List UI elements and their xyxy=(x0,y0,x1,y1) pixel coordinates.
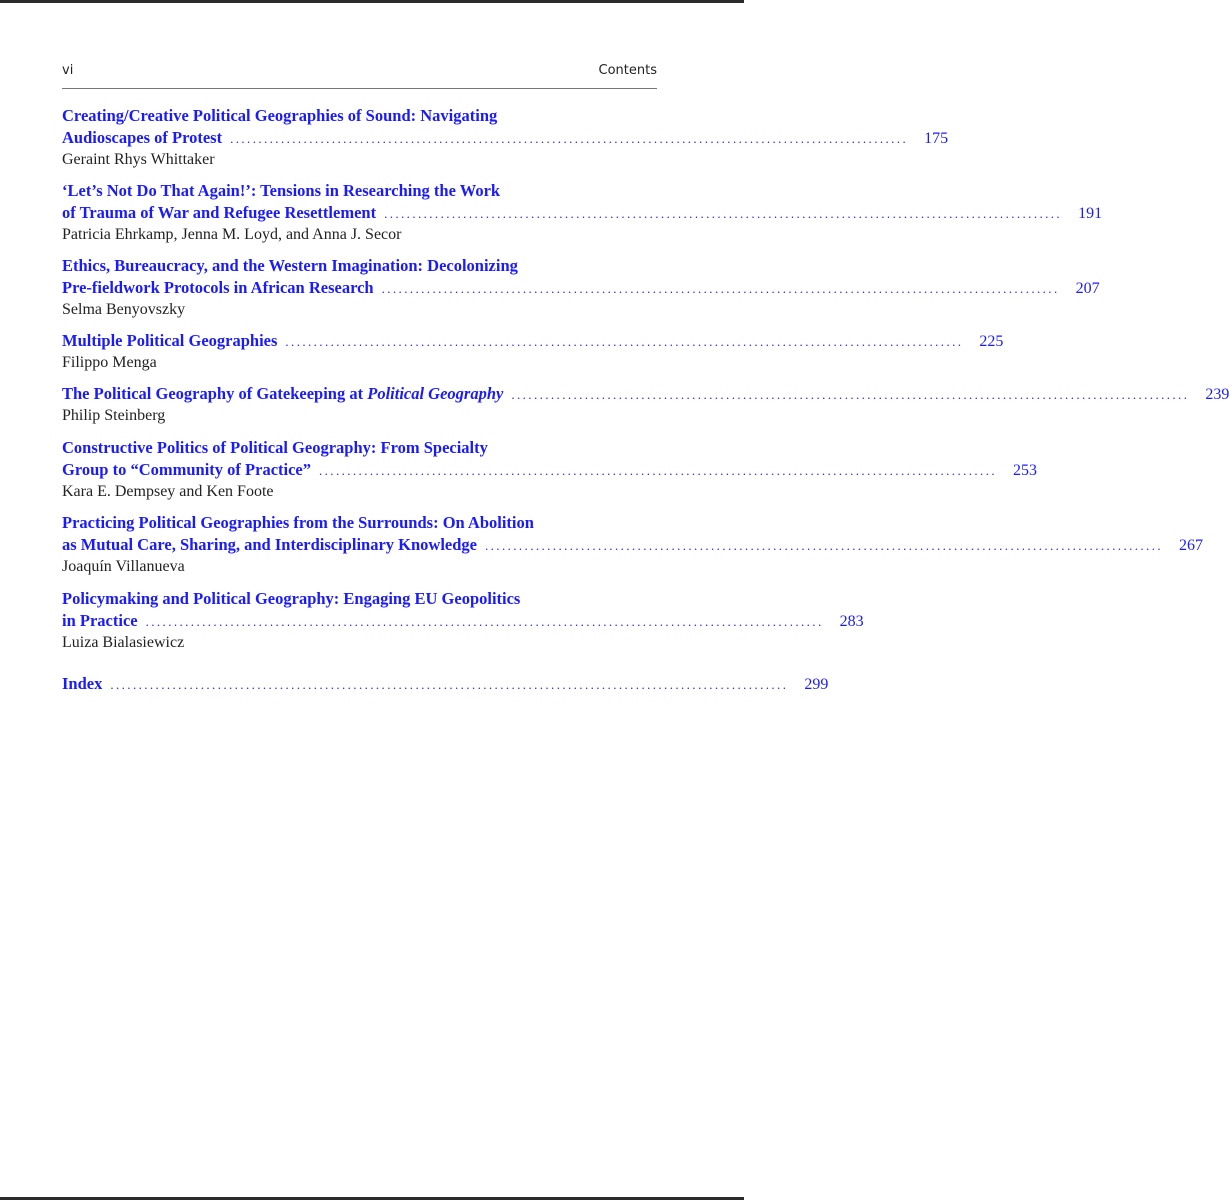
dot-leader: ........................................................................................................................ xyxy=(230,131,909,146)
dot-leader: ........................................................................................................................ xyxy=(285,334,964,349)
toc-entry-authors: Kara E. Dempsey and Ken Foote xyxy=(62,483,274,500)
toc-entry[interactable] xyxy=(62,512,1203,578)
toc-entry[interactable] xyxy=(62,588,864,654)
toc-entry-title-line[interactable]: Constructive Politics of Political Geography: From Specialty xyxy=(62,438,488,457)
toc-entry-title-last-line[interactable] xyxy=(62,534,1203,556)
toc-page-number[interactable]: 253 xyxy=(1013,462,1037,479)
toc-entry-title-line[interactable]: of Trauma of War and Refugee Resettlement xyxy=(62,203,377,222)
toc-page-number[interactable]: 225 xyxy=(979,333,1004,350)
toc-index-entry[interactable] xyxy=(62,673,829,695)
top-frame-line xyxy=(0,0,744,3)
toc-entry-authors: Selma Benyovszky xyxy=(62,301,186,318)
toc-entry-title-line[interactable]: Ethics, Bureaucracy, and the Western Imagination: Decolonizing xyxy=(62,256,518,275)
toc-entry-authors: Philip Steinberg xyxy=(62,407,166,424)
toc-entry-title-last-line[interactable] xyxy=(62,459,1037,481)
toc-page-number[interactable]: 239 xyxy=(1205,386,1229,403)
running-section-title: Contents xyxy=(598,63,657,78)
running-head xyxy=(62,63,657,85)
toc-entry-title-last-line[interactable] xyxy=(62,202,1103,224)
toc-entry-title-line[interactable]: Policymaking and Political Geography: Engaging EU Geopolitics xyxy=(62,589,521,608)
toc-entry-title-line[interactable]: as Mutual Care, Sharing, and Interdisciplinary Knowledge xyxy=(62,535,477,554)
header-rule xyxy=(62,88,657,89)
toc-entry-authors: Luiza Bialasiewicz xyxy=(62,634,185,651)
toc-entry-title-line[interactable]: Creating/Creative Political Geographies of Sound: Navigating xyxy=(62,106,498,125)
toc-page-number[interactable]: 267 xyxy=(1179,537,1203,554)
dot-leader: ........................................................................................................................ xyxy=(511,387,1190,402)
toc-entry-title-line[interactable]: Multiple Political Geographies xyxy=(62,331,278,350)
toc-entry-title-last-line[interactable] xyxy=(62,277,1100,299)
dot-leader: ........................................................................................................................ xyxy=(381,281,1060,296)
toc-page-number[interactable]: 191 xyxy=(1078,205,1103,222)
toc-page-number[interactable]: 299 xyxy=(804,676,829,693)
toc-entry-title-line[interactable] xyxy=(62,383,503,405)
toc-entry[interactable] xyxy=(62,330,1004,374)
page-number: vi xyxy=(62,63,74,78)
toc-entry-title-last-line[interactable] xyxy=(62,383,1229,405)
dot-leader: ........................................................................................................................ xyxy=(384,206,1063,221)
dot-leader: ........................................................................................................................ xyxy=(145,614,824,629)
toc-entry-authors: Joaquín Villanueva xyxy=(62,558,185,575)
toc-entry-title-last-line[interactable] xyxy=(62,330,1004,352)
toc-entry[interactable] xyxy=(62,437,1037,503)
toc-page-number[interactable]: 283 xyxy=(839,613,864,630)
toc-index-line[interactable] xyxy=(62,673,829,695)
toc-entry-title-line[interactable]: Group to “Community of Practice” xyxy=(62,460,311,479)
toc-entry-authors: Filippo Menga xyxy=(62,354,157,371)
index-title[interactable]: Index xyxy=(62,674,103,693)
toc-entry[interactable] xyxy=(62,383,1229,427)
journal-title-italic[interactable]: Political Geography xyxy=(367,384,504,403)
dot-leader: ........................................................................................................................ xyxy=(110,677,789,692)
toc-entry[interactable] xyxy=(62,180,1103,246)
toc-entry-title-last-line[interactable] xyxy=(62,610,864,632)
toc-entry-title-line[interactable]: Pre-fieldwork Protocols in African Research xyxy=(62,278,374,297)
toc-entry[interactable] xyxy=(62,105,949,171)
title-text[interactable]: The Political Geography of Gatekeeping at xyxy=(62,384,368,403)
toc-entry[interactable] xyxy=(62,255,1100,321)
toc-entry-authors: Geraint Rhys Whittaker xyxy=(62,151,215,168)
toc-entry-authors: Patricia Ehrkamp, Jenna M. Loyd, and Anna J. Secor xyxy=(62,226,402,243)
toc-entry-title-line[interactable]: Practicing Political Geographies from the Surrounds: On Abolition xyxy=(62,513,534,532)
toc-entry-title-line[interactable]: in Practice xyxy=(62,611,138,630)
toc-entry-title-line[interactable]: Audioscapes of Protest xyxy=(62,128,223,147)
toc-page-number[interactable]: 175 xyxy=(924,130,949,147)
dot-leader: ........................................................................................................................ xyxy=(485,538,1163,553)
toc-entry-title-last-line[interactable] xyxy=(62,127,949,149)
toc-page-number[interactable]: 207 xyxy=(1075,280,1100,297)
toc-entry-title-line[interactable]: ‘Let’s Not Do That Again!’: Tensions in Researching the Work xyxy=(62,181,501,200)
dot-leader: ........................................................................................................................ xyxy=(319,463,997,478)
